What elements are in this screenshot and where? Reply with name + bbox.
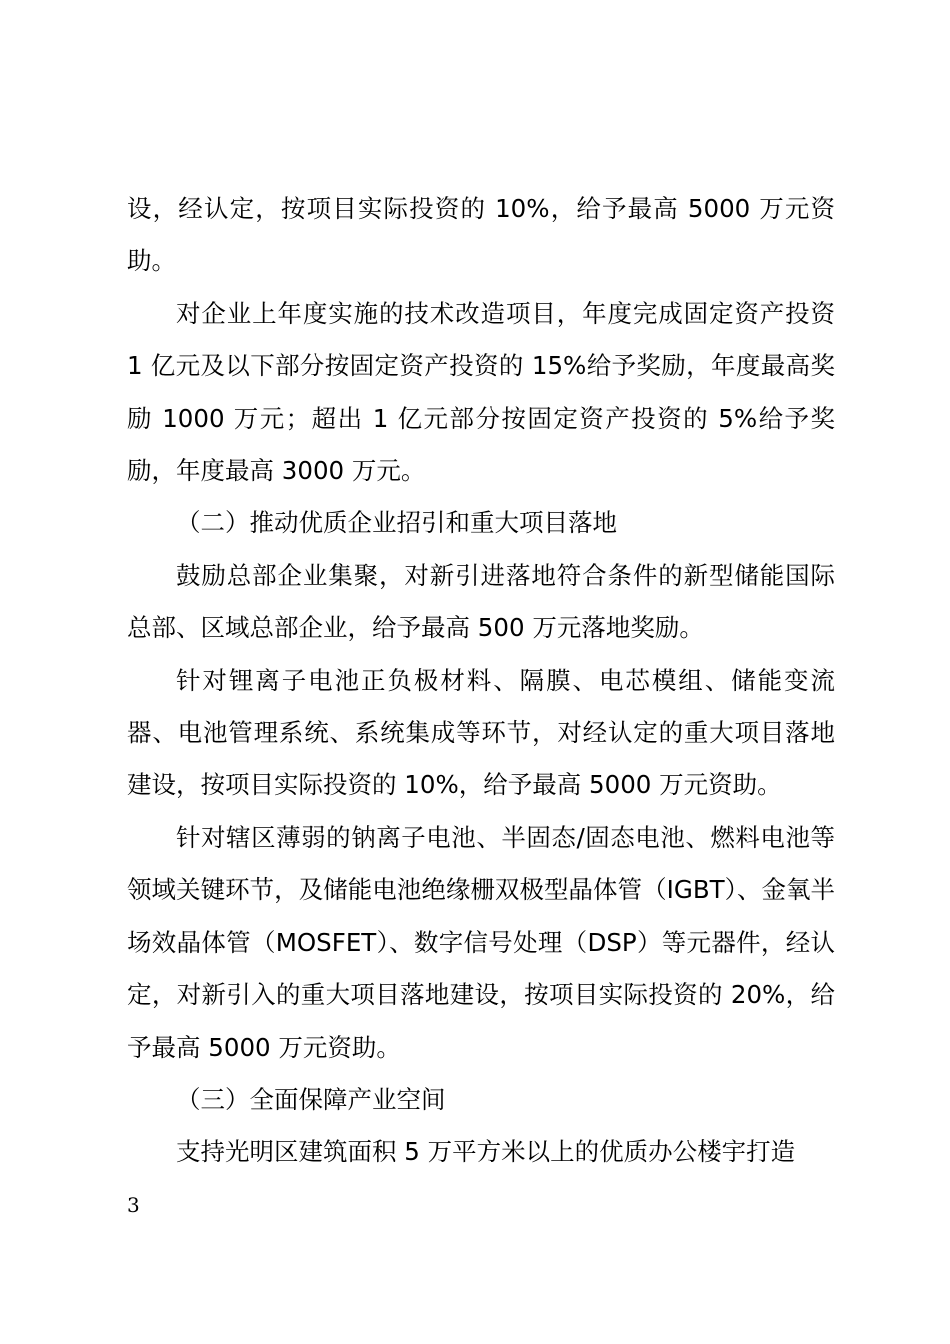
paragraph-headquarters: 鼓励总部企业集聚，对新引进落地符合条件的新型储能国际总部、区域总部企业，给予最高 500 万元落地奖励。: [127, 560, 835, 643]
paragraph-weak-links: 针对辖区薄弱的钠离子电池、半固态/固态电池、燃料电池等领域关键环节，及储能电池绝缘栅双极型晶体管（IGBT）、金氧半场效晶体管（MOSFET）、数字信号处理（DSP）等元器件，经认定，对新引入的重大项目落地建设，按项目实际投资的 20%，给予最高 5000 万元资助。: [127, 822, 835, 1062]
page-number: 3: [127, 1193, 140, 1217]
paragraph-office-space: 支持光明区建筑面积 5 万平方米以上的优质办公楼宇打造: [176, 1137, 796, 1167]
section-heading-2: （二）推动优质企业招引和重大项目落地: [176, 508, 617, 538]
paragraph-continuation: 设，经认定，按项目实际投资的 10%，给予最高 5000 万元资助。: [127, 194, 835, 276]
document-body: [127, 183, 835, 1179]
section-heading-3: （三）全面保障产业空间: [176, 1084, 446, 1114]
paragraph-lithium-projects: 针对锂离子电池正负极材料、隔膜、电芯模组、储能变流器、电池管理系统、系统集成等环节，对经认定的重大项目落地建设，按项目实际投资的 10%，给予最高 5000 万元资助。: [127, 665, 835, 800]
paragraph-tech-renovation: 对企业上年度实施的技术改造项目，年度完成固定资产投资 1 亿元及以下部分按固定资产投资的 15%给予奖励，年度最高奖励 1000 万元；超出 1 亿元部分按固定资产投资的 5%给予奖励，年度最高 3000 万元。: [127, 298, 835, 486]
